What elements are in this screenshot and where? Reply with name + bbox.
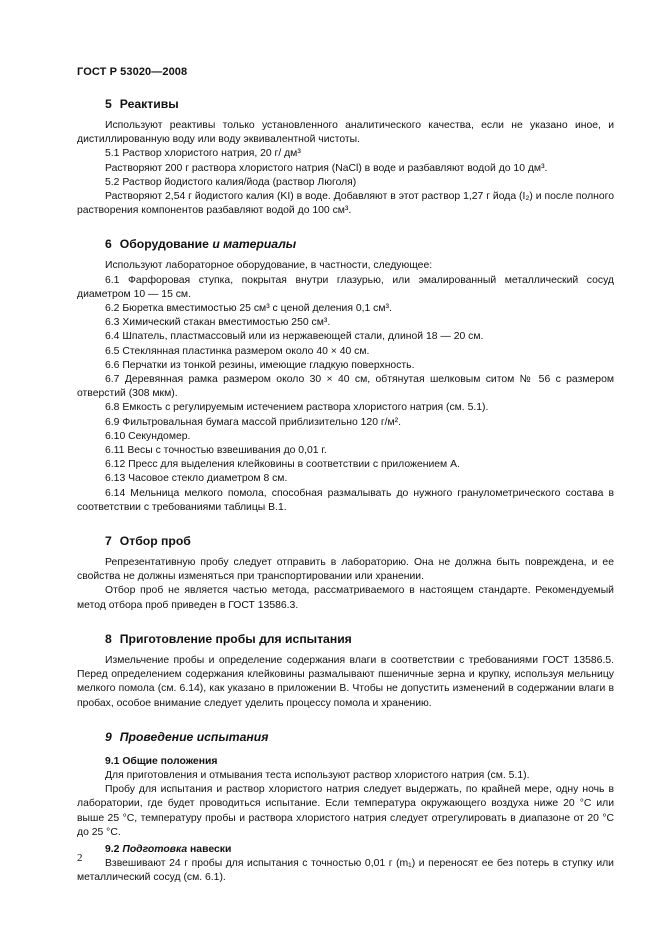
list-item: 6.13 Часовое стекло диаметром 8 см. bbox=[105, 473, 288, 485]
list-item: 6.11 Весы с точностью взвешивания до 0,01 г. bbox=[105, 445, 327, 457]
list-item: 6.10 Секундомер. bbox=[105, 430, 191, 442]
section-number: 8 bbox=[105, 631, 112, 646]
section-6 bbox=[77, 236, 614, 515]
paragraph: 5.1 Раствор хлористого натрия, 20 г/ дм³ bbox=[105, 148, 301, 160]
page-number: 2 bbox=[77, 852, 83, 864]
paragraph: Растворяют 2,54 г йодистого калия (KI) в воде. Добавляют в этот раствор 1,27 г йода (I₂) и после полного растворения компонентов разбавляют водой до 100 см³. bbox=[77, 191, 614, 217]
section-7 bbox=[77, 533, 614, 613]
section-title: Отбор проб bbox=[119, 534, 191, 549]
list-item: 6.8 Емкость с регулируемым истечением раствора хлористого натрия (см. 5.1). bbox=[105, 402, 489, 414]
paragraph: Используют реактивы только установленного аналитического качества, если не указано иное, и дистиллированную воду или воду эквивалентной чистоты. bbox=[77, 120, 614, 146]
list-item: 6.12 Пресс для выделения клейковины в соответствии с приложением А. bbox=[105, 459, 460, 471]
section-number: 7 bbox=[105, 534, 112, 549]
section-5-heading bbox=[77, 96, 614, 112]
paragraph: Для приготовления и отмывания теста используют раствор хлористого натрия (см. 5.1). bbox=[105, 769, 530, 781]
paragraph: Используют лабораторное оборудование, в частности, следующее: bbox=[105, 260, 433, 272]
list-item: 6.2 Бюретка вместимостью 25 см³ с ценой деления 0,1 см³. bbox=[105, 303, 392, 315]
paragraph: 5.2 Раствор йодистого калия/йода (раствор Люголя) bbox=[105, 176, 357, 188]
paragraph: Отбор проб не является частью метода, рассматриваемого в настоящем стандарте. Рекомендуемый метод отбора проб приведен в ГОСТ 13586.3. bbox=[77, 585, 614, 611]
paragraph: Измельчение пробы и определение содержания влаги в соответствии с требованиями ГОСТ 13586.5. Перед определением содержания клейковины размалывают пшеничные зерна и крупку, используя мельницу мелкого помола (см. 6.14), как указано в приложении В. Чтобы не допустить изменений в содержании влаги в пробах, особое внимание следует уделить процессу помола и хранению. bbox=[77, 654, 614, 709]
list-item: 6.14 Мельница мелкого помола, способная размалывать до нужного гранулометрического состава в соответствии с требованиями таблицы В.1. bbox=[77, 487, 614, 513]
section-title: Оборудование bbox=[119, 237, 213, 252]
list-item: 6.9 Фильтровальная бумага массой приблизительно 120 г/м². bbox=[105, 416, 402, 428]
section-8 bbox=[77, 631, 614, 711]
document-header: ГОСТ Р 53020—2008 bbox=[77, 66, 188, 78]
section-number: 6 bbox=[105, 237, 112, 252]
section-title: Проведение испытания bbox=[119, 729, 269, 744]
section-title: Реактивы bbox=[119, 97, 179, 111]
list-item: 6.6 Перчатки из тонкой резины, имеющие гладкую поверхность. bbox=[105, 359, 415, 371]
section-5 bbox=[77, 96, 614, 218]
list-item: 6.3 Химический стакан вместимостью 250 см³. bbox=[105, 317, 331, 329]
subsection-9-2-heading bbox=[77, 843, 614, 857]
paragraph: Взвешивают 24 г пробы для испытания с точностью 0,01 г (m₁) и переносят ее без потерь в ступку или металлический сосуд (см. 6.1). bbox=[77, 858, 614, 884]
section-9 bbox=[77, 729, 614, 886]
section-6-heading bbox=[77, 236, 614, 252]
subsection-title-italic: Подготовка bbox=[122, 843, 188, 855]
subsection-9-1-heading: 9.1 Общие положения bbox=[105, 755, 218, 767]
list-item: 6.5 Стеклянная пластинка размером около 40 × 40 см. bbox=[105, 345, 370, 357]
section-title: Приготовление пробы для испытания bbox=[119, 631, 352, 646]
subsection-number: 9.2 bbox=[105, 843, 123, 855]
section-title-italic: и материалы bbox=[212, 237, 297, 252]
document-body bbox=[77, 96, 614, 886]
paragraph: Пробу для испытания и раствор хлористого натрия следует выдержать, по крайней мере, одну ночь в лаборатории, где будет проводиться испытание. Если температура окружающего воздуха ниже 20 °С или выше 25 °С, температуру пробы и раствора хлористого натрия следует отрегулировать в диапазоне от 20 °С до 25 °С. bbox=[77, 784, 614, 838]
list-item: 6.4 Шпатель, пластмассовый или из нержавеющей стали, длиной 18 — 20 см. bbox=[105, 331, 484, 343]
section-number: 9 bbox=[105, 729, 112, 744]
subsection-title: навески bbox=[187, 843, 232, 855]
paragraph: Репрезентативную пробу следует отправить в лабораторию. Она не должна быть повреждена, и ее свойства не должны изменяться при транспортировании или хранении. bbox=[77, 557, 614, 583]
section-9-heading bbox=[77, 729, 614, 745]
list-item: 6.7 Деревянная рамка размером около 30 × 40 см, обтянутая шелковым ситом № 56 с размером отверстий (308 мкм). bbox=[77, 374, 614, 400]
section-8-heading bbox=[77, 631, 614, 647]
section-7-heading bbox=[77, 533, 614, 549]
paragraph: Растворяют 200 г раствора хлористого натрия (NaCl) в воде и разбавляют водой до 10 дм³. bbox=[105, 162, 548, 174]
list-item: 6.1 Фарфоровая ступка, покрытая внутри глазурью, или эмалированный металлический сосуд диаметром 10 — 15 см. bbox=[77, 274, 614, 300]
section-number: 5 bbox=[105, 97, 112, 111]
